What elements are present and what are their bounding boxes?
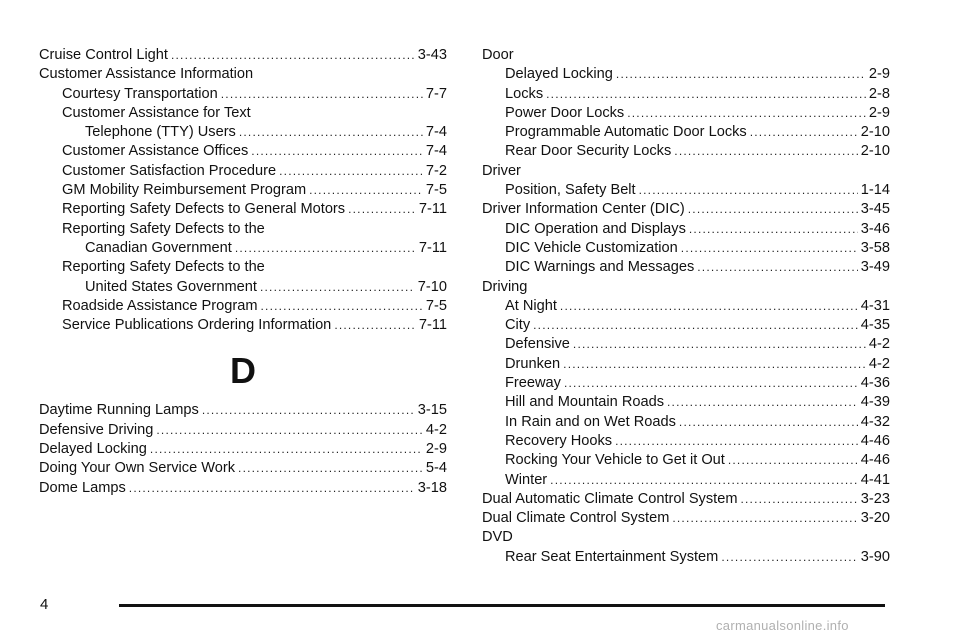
entry-title: Telephone (TTY) Users (85, 124, 236, 141)
entry-title: Rear Seat Entertainment System (505, 548, 719, 565)
entry-page: 4-39 (860, 394, 890, 411)
dot-leader (235, 239, 416, 258)
index-entry (39, 220, 447, 239)
index-entry (39, 162, 447, 181)
entry-title: Recovery Hooks (505, 432, 613, 449)
dot-leader (615, 432, 858, 451)
index-entry (39, 123, 447, 142)
index-entry (482, 278, 890, 297)
index-entry (39, 104, 447, 123)
dot-leader (533, 316, 858, 335)
entry-title: Door (482, 47, 514, 63)
index-entry (482, 239, 890, 258)
entry-title: Customer Assistance Information (39, 66, 254, 83)
index-entry (482, 297, 890, 316)
dot-leader (679, 413, 858, 432)
dot-leader (150, 440, 423, 459)
index-entry (482, 104, 890, 123)
dot-leader (674, 142, 858, 161)
dot-leader (238, 459, 423, 478)
entry-title: Reporting Safety Defects to the (62, 259, 265, 276)
entry-page: 4-2 (425, 421, 447, 438)
dot-leader (667, 393, 858, 412)
entry-title: Courtesy Transportation (62, 85, 218, 102)
index-column-left (39, 46, 447, 498)
index-entry (482, 432, 890, 451)
entry-title: Rocking Your Vehicle to Get it Out (505, 452, 725, 469)
entry-page: 3-90 (860, 548, 890, 565)
entry-page: 4-36 (860, 375, 890, 392)
dot-leader (689, 220, 858, 239)
entry-page: 4-31 (860, 297, 890, 314)
entry-title: Doing Your Own Service Work (39, 460, 236, 477)
index-entry (482, 46, 890, 65)
entry-title: City (505, 317, 531, 334)
entry-page: 7-7 (425, 85, 447, 102)
entry-page: 7-5 (425, 182, 447, 199)
dot-leader (740, 490, 857, 509)
index-entry (482, 142, 890, 161)
entry-title: Position, Safety Belt (505, 182, 636, 199)
entry-title: Hill and Mountain Roads (505, 394, 664, 411)
entry-title: DIC Operation and Displays (505, 220, 686, 237)
index-entry (482, 355, 890, 374)
entry-title: DIC Vehicle Customization (505, 239, 678, 256)
entry-title: GM Mobility Reimbursement Program (62, 182, 307, 199)
index-entry (482, 451, 890, 470)
index-entry (39, 46, 447, 65)
entry-title: Rear Door Security Locks (505, 143, 672, 160)
dot-leader (171, 46, 415, 65)
entry-page: 3-58 (860, 239, 890, 256)
watermark: carmanualsonline.info (716, 618, 849, 633)
entry-title: Dome Lamps (39, 479, 126, 496)
entry-page: 2-9 (868, 66, 890, 83)
entry-title: DVD (482, 529, 513, 546)
entry-title: In Rain and on Wet Roads (505, 413, 676, 430)
dot-leader (563, 355, 866, 374)
index-entry (482, 413, 890, 432)
entry-title: Driving (482, 278, 528, 295)
dot-leader (560, 297, 858, 316)
entry-page: 2-8 (868, 85, 890, 102)
entry-page: 7-2 (425, 162, 447, 179)
index-entry (39, 459, 447, 478)
dot-leader (279, 162, 423, 181)
entry-title: Delayed Locking (505, 66, 613, 83)
index-entry (482, 258, 890, 277)
entry-title: Customer Satisfaction Procedure (62, 162, 277, 179)
entry-title: United States Government (85, 278, 257, 295)
entry-page: 4-2 (868, 355, 890, 372)
index-entry (39, 421, 447, 440)
index-entry (482, 200, 890, 219)
dot-leader (129, 479, 415, 498)
entry-title: Freeway (505, 375, 561, 392)
entry-page: 2-10 (860, 124, 890, 141)
index-entry (482, 220, 890, 239)
dot-leader (697, 258, 858, 277)
dot-leader (728, 451, 858, 470)
entry-title: Daytime Running Lamps (39, 402, 199, 419)
entry-title: Driver (482, 162, 521, 179)
entry-page: 2-9 (868, 104, 890, 121)
entry-title: Dual Automatic Climate Control System (482, 490, 738, 507)
entry-page: 4-2 (868, 336, 890, 353)
entry-title: Customer Assistance for Text (62, 104, 251, 121)
entry-title: Locks (505, 85, 544, 102)
entry-title: At Night (505, 297, 557, 314)
dot-leader (221, 85, 423, 104)
entry-page: 3-20 (860, 510, 890, 527)
entry-title: Canadian Government (85, 239, 232, 256)
entry-title: Driver Information Center (DIC) (482, 201, 685, 218)
dot-leader (309, 181, 423, 200)
index-entry (39, 65, 447, 84)
entry-page: 3-46 (860, 220, 890, 237)
index-entry (39, 200, 447, 219)
entry-title: Dual Climate Control System (482, 510, 670, 527)
dot-leader (681, 239, 858, 258)
entry-page: 4-46 (860, 452, 890, 469)
dot-leader (348, 200, 416, 219)
dot-leader (202, 401, 415, 420)
entry-page: 7-10 (417, 278, 447, 295)
index-entry (482, 123, 890, 142)
page-number: 4 (40, 596, 49, 613)
dot-leader (688, 200, 858, 219)
entry-title: Programmable Automatic Door Locks (505, 124, 747, 141)
index-entry (482, 374, 890, 393)
index-entry (482, 528, 890, 547)
entry-page: 4-32 (860, 413, 890, 430)
dot-leader (639, 181, 858, 200)
entry-title: Winter (505, 471, 548, 488)
entry-title: Customer Assistance Offices (62, 143, 249, 160)
entry-page: 3-15 (417, 402, 447, 419)
index-entry (39, 278, 447, 297)
footer-rule (119, 604, 885, 607)
entry-page: 5-4 (425, 460, 447, 477)
entry-title: Reporting Safety Defects to the (62, 220, 265, 237)
entry-title: Service Publications Ordering Information (62, 317, 332, 334)
entry-title: Roadside Assistance Program (62, 297, 258, 314)
index-entry (482, 181, 890, 200)
dot-leader (546, 85, 866, 104)
dot-leader (573, 335, 866, 354)
entry-page: 4-46 (860, 432, 890, 449)
entry-page: 3-23 (860, 490, 890, 507)
entry-page: 7-11 (418, 239, 447, 256)
entry-page: 2-10 (860, 143, 890, 160)
entry-page: 3-18 (417, 479, 447, 496)
entry-page: 2-9 (425, 441, 447, 458)
dot-leader (334, 316, 416, 335)
index-entry (39, 85, 447, 104)
index-entry (39, 239, 447, 258)
index-entry (482, 316, 890, 335)
entry-page: 7-4 (425, 124, 447, 141)
index-entry (482, 471, 890, 490)
entry-title: Defensive Driving (39, 421, 154, 438)
index-entry (482, 65, 890, 84)
entry-page: 7-11 (418, 317, 447, 334)
index-entry (39, 479, 447, 498)
index-entry (39, 258, 447, 277)
dot-leader (251, 142, 423, 161)
dot-leader (260, 278, 415, 297)
index-entry (39, 316, 447, 335)
index-entry (482, 548, 890, 567)
entry-page: 1-14 (860, 182, 890, 199)
dot-leader (261, 297, 423, 316)
index-entry (39, 142, 447, 161)
index-entry (482, 335, 890, 354)
entry-title: DIC Warnings and Messages (505, 259, 695, 276)
index-entry (482, 393, 890, 412)
entry-page: 4-41 (860, 471, 890, 488)
entry-title: Power Door Locks (505, 104, 625, 121)
entry-title: Delayed Locking (39, 441, 147, 458)
dot-leader (550, 471, 858, 490)
index-entry (482, 85, 890, 104)
entry-page: 7-5 (425, 297, 447, 314)
dot-leader (672, 509, 857, 528)
entry-page: 3-49 (860, 259, 890, 276)
index-entry (482, 490, 890, 509)
index-entry (482, 509, 890, 528)
dot-leader (750, 123, 858, 142)
entry-title: Defensive (505, 336, 570, 353)
entry-title: Reporting Safety Defects to General Motors (62, 201, 346, 218)
index-column-right (482, 46, 890, 567)
index-entry (39, 181, 447, 200)
dot-leader (616, 65, 866, 84)
index-entry (39, 440, 447, 459)
dot-leader (239, 123, 423, 142)
index-entry (39, 401, 447, 420)
index-entry (39, 297, 447, 316)
dot-leader (564, 374, 858, 393)
dot-leader (627, 104, 866, 123)
entry-page: 7-11 (418, 201, 447, 218)
entry-page: 7-4 (425, 143, 447, 160)
entry-page: 3-43 (417, 47, 447, 63)
index-entry (482, 162, 890, 181)
entry-page: 3-45 (860, 201, 890, 218)
entry-title: Drunken (505, 355, 561, 372)
entry-page: 4-35 (860, 317, 890, 334)
dot-leader (156, 421, 423, 440)
dot-leader (721, 548, 857, 567)
section-letter: D (230, 350, 256, 392)
entry-title: Cruise Control Light (39, 47, 168, 63)
